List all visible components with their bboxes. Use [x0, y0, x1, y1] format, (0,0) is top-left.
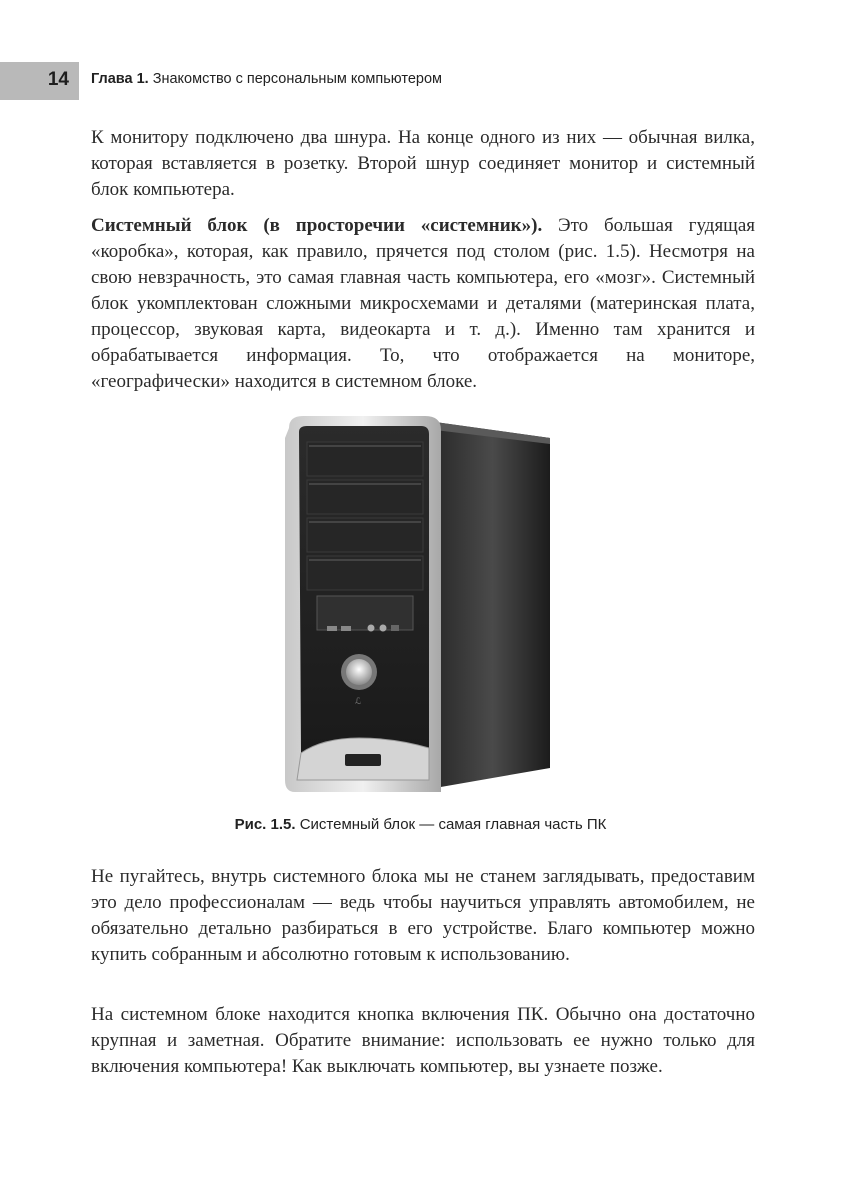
paragraph-monitor-cables: К монитору подключено два шнура. На конце одного из них — обычная вилка, которая вставляется в розетку. Второй шнур соединяет монитор и системный блок компьютера.	[91, 127, 755, 200]
running-head	[91, 71, 442, 87]
io-panel	[317, 596, 413, 630]
figure-caption-text: Системный блок — самая главная часть ПК	[295, 816, 607, 833]
chapter-title: Знакомство с персональным компьютером	[152, 71, 443, 87]
paragraph-power-button: На системном блоке находится кнопка включения ПК. Обычно она достаточно крупная и заметная. Обратите внимание: использовать ее нужно только для включения компьютера! Как выключать компьютер, вы узнаете позже.	[91, 1004, 755, 1077]
usb-port	[327, 626, 337, 631]
case-logo: ℒ	[355, 697, 362, 707]
reset-button	[391, 625, 399, 631]
paragraph-dont-worry: Не пугайтесь, внутрь системного блока мы не станем заглядывать, предоставим это дело профессионалам — ведь чтобы научиться управлять автомобилем, не обязательно детально разбираться в его устройстве. Благо компьютер можно купить собранным и абсолютно готовым к использованию.	[91, 866, 755, 965]
chapter-label: Глава 1.	[91, 71, 149, 87]
audio-jack	[380, 625, 387, 632]
page-number-tab	[0, 62, 79, 100]
system-unit-description: Это большая гудящая «коробка», которая, как правило, прячется под столом (рис. 1.5). Несмотря на свою невзрачность, это самая главная часть компьютера, его «мозг». Системный блок укомплектован сложными микросхемами и деталями (материнская плата, процессор, звуковая карта, видеокарта и т. д.). Именно там хранится и обрабатывается информация. То, что отображается на мониторе, «географически» находится в системном блоке.	[91, 215, 755, 392]
paragraph-system-unit	[91, 213, 755, 395]
side-panel	[435, 422, 550, 788]
audio-jack	[368, 625, 375, 632]
system-unit-figure	[275, 408, 575, 798]
usb-port	[341, 626, 351, 631]
figure-label: Рис. 1.5.	[234, 816, 296, 833]
term-system-unit: Системный блок (в просторечии «системник»).	[91, 215, 543, 236]
bottom-vent	[345, 754, 381, 766]
figure-caption	[0, 816, 841, 833]
power-button	[346, 659, 372, 685]
page-number: 14	[47, 69, 69, 90]
pc-tower-image	[275, 408, 575, 798]
